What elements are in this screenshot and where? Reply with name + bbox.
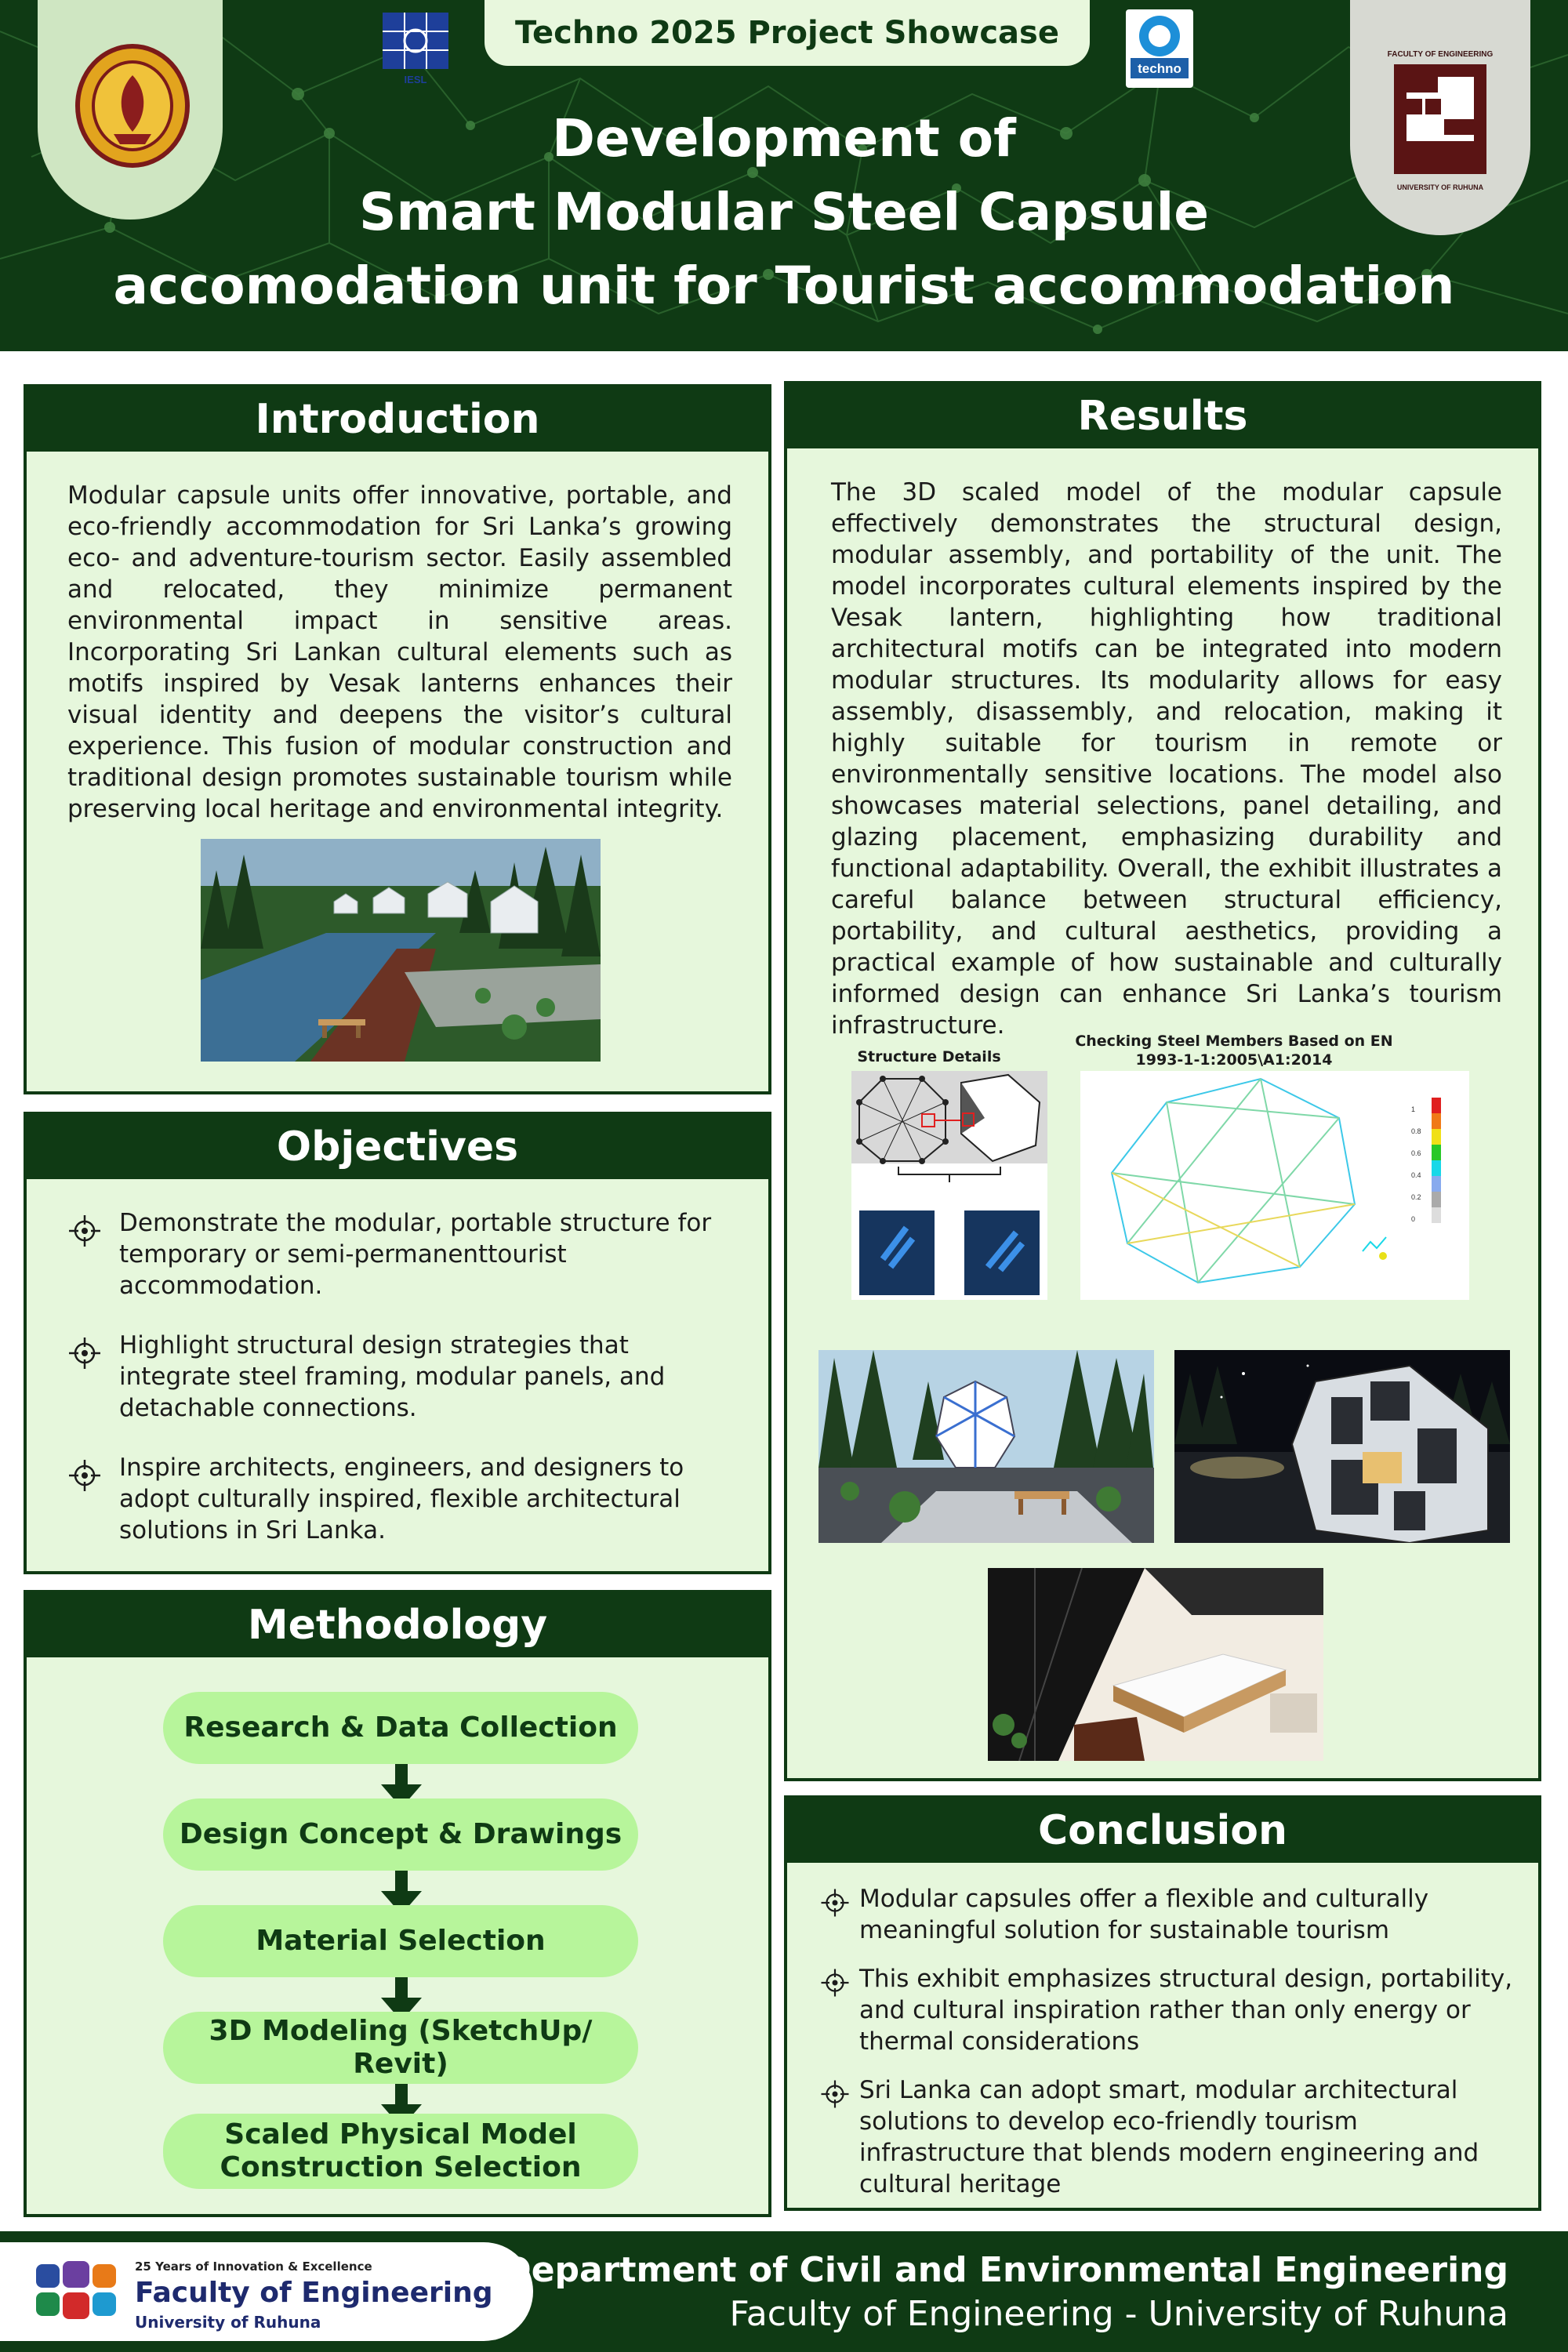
department-name: Department of Civil and Environmental Engineering xyxy=(503,2250,1508,2290)
crosshair-bullet-icon xyxy=(818,1886,851,1919)
department-subtitle: Faculty of Engineering - University of Ruhuna xyxy=(729,2294,1508,2334)
crosshair-bullet-icon xyxy=(818,1966,851,1999)
poster-title xyxy=(94,102,1474,323)
conclusion-text: Sri Lanka can adopt smart, modular architectural solutions to develop eco-friendly tourism infrastructure that blends modern engineering and cultural heritage xyxy=(859,2076,1479,2198)
method-step: Scaled Physical Model Construction Selection xyxy=(163,2114,638,2189)
conclusion-item xyxy=(818,2074,1524,2200)
conclusion-text: This exhibit emphasizes structural design, portability, and cultural inspiration rather than only energy or thermal considerations xyxy=(859,1965,1513,2056)
techno-logo xyxy=(1126,9,1193,88)
method-step: Research & Data Collection xyxy=(163,1692,638,1764)
iesl-logo xyxy=(376,9,455,88)
title-line-1: Development of xyxy=(552,108,1016,169)
footer-logo-box xyxy=(0,2242,533,2341)
crosshair-bullet-icon xyxy=(66,1457,103,1494)
poster-header xyxy=(0,0,1568,351)
steel-check-caption: Checking Steel Members Based on EN 1993-1-1:2005\A1:2014 xyxy=(1075,1033,1393,1069)
capsule-interior-render-image xyxy=(988,1568,1323,1761)
methodology-panel xyxy=(24,1590,771,2217)
conclusion-item xyxy=(818,1883,1524,1946)
results-panel xyxy=(784,381,1541,1781)
faculty-logo-top-text: FACULTY OF ENGINEERING xyxy=(1387,50,1494,59)
iesl-logo-text: IESL xyxy=(404,74,427,85)
objective-text: Demonstrate the modular, portable structure for temporary or semi-permanenttourist accommodation. xyxy=(119,1209,712,1300)
objective-item xyxy=(66,1207,740,1301)
resort-render-image xyxy=(201,839,601,1062)
conclusion-item xyxy=(818,1963,1524,2057)
scale-label: 0.8 xyxy=(1411,1127,1421,1135)
scale-label: 0.2 xyxy=(1411,1193,1421,1201)
results-heading: Results xyxy=(787,384,1538,448)
capsule-day-render-image xyxy=(818,1350,1154,1543)
footer-tagline: 25 Years of Innovation & Excellence xyxy=(135,2259,372,2274)
showcase-banner: Techno 2025 Project Showcase xyxy=(485,0,1090,66)
structure-details-caption: Structure Details xyxy=(857,1048,1001,1065)
method-step: 3D Modeling (SketchUp/ Revit) xyxy=(163,2012,638,2084)
objective-text: Highlight structural design strategies that integrate steel framing, modular panels, and detachable connections. xyxy=(119,1331,666,1422)
crosshair-bullet-icon xyxy=(66,1334,103,1372)
crosshair-bullet-icon xyxy=(818,2078,851,2111)
scale-label: 0 xyxy=(1411,1215,1416,1223)
objective-item xyxy=(66,1452,740,1546)
objectives-panel xyxy=(24,1112,771,1574)
scale-label: 1 xyxy=(1411,1105,1416,1113)
objectives-heading: Objectives xyxy=(27,1115,768,1179)
steel-check-figure xyxy=(1080,1071,1469,1300)
objective-text: Inspire architects, engineers, and designers to adopt culturally inspired, flexible architectural solutions in Sri Lanka. xyxy=(119,1454,684,1544)
methodology-heading: Methodology xyxy=(27,1593,768,1657)
faculty-icons-cluster-icon xyxy=(34,2259,125,2325)
scale-label: 0.6 xyxy=(1411,1149,1421,1157)
title-line-2: Smart Modular Steel Capsule xyxy=(359,182,1209,242)
faculty-logo-bottom-text: UNIVERSITY OF RUHUNA xyxy=(1396,183,1484,191)
objective-item xyxy=(66,1330,740,1424)
techno-logo-text: techno xyxy=(1138,61,1181,76)
footer-faculty-name: Faculty of Engineering xyxy=(135,2277,493,2309)
capsule-night-render-image xyxy=(1174,1350,1510,1543)
structure-details-figure xyxy=(851,1071,1047,1300)
footer-university-name: University of Ruhuna xyxy=(135,2313,321,2332)
crosshair-bullet-icon xyxy=(66,1212,103,1250)
method-step: Material Selection xyxy=(163,1905,638,1977)
introduction-panel xyxy=(24,384,771,1094)
conclusion-heading: Conclusion xyxy=(787,1798,1538,1863)
conclusion-text: Modular capsules offer a flexible and culturally meaningful solution for sustainable tourism xyxy=(859,1885,1429,1944)
scale-label: 0.4 xyxy=(1411,1171,1421,1179)
conclusion-panel xyxy=(784,1795,1541,2211)
title-line-3: accomodation unit for Tourist accommodation xyxy=(113,256,1455,316)
introduction-heading: Introduction xyxy=(27,387,768,452)
poster-footer xyxy=(0,2231,1568,2352)
method-step: Design Concept & Drawings xyxy=(163,1798,638,1871)
introduction-text: Modular capsule units offer innovative, portable, and eco-friendly accommodation for Sri Lanka’s growing eco- and adventure-tourism sector. Easily assembled and relocated, they minimize permanent environmental impact in sensitive areas. Incorporating Sri Lankan cultural elements such as motifs inspired by Vesak lanterns enhances their visual identity and deepens the visitor’s cultural experience. This fusion of modular construction and traditional design promotes sustainable tourism while preserving local heritage and environmental integrity. xyxy=(67,481,732,823)
results-text: The 3D scaled model of the modular capsule effectively demonstrates the structural design, modular assembly, and portability of the unit. The model incorporates cultural elements inspired by the Vesak lantern, highlighting how traditional architectural motifs can be integrated into modern modular structures. Its modularity allows for easy assembly, disassembly, and relocation, making it highly suitable for tourism in remote or environmentally sensitive locations. The model also showcases material selections, panel detailing, and glazing placement, emphasizing durability and functional adaptability. Overall, the exhibit illustrates a careful balance between structural efficiency, portability, and cultural aesthetics, providing a practical example of how sustainable and culturally informed design can enhance Sri Lanka’s tourism infrastructure. xyxy=(831,478,1502,1040)
